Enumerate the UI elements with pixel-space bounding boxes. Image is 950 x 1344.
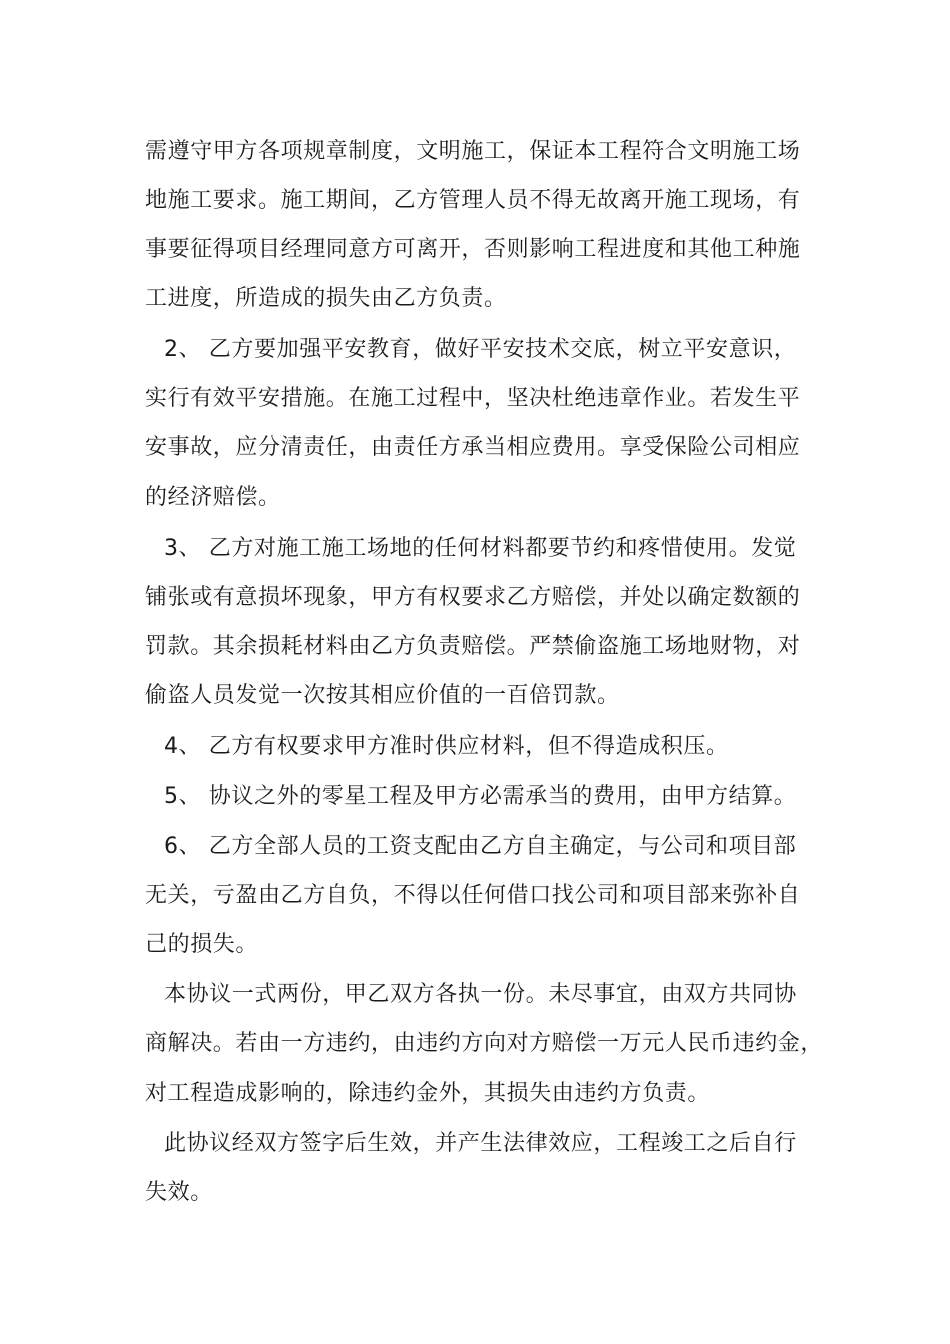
text-line-11: 罚款。其余损耗材料由乙方负责赔偿。严禁偷盗施工场地财物，对 <box>145 634 801 659</box>
text-line-12: 偷盗人员发觉一次按其相应价值的一百倍罚款。 <box>145 683 620 708</box>
text-line-8: 的经济赔偿。 <box>145 485 281 510</box>
text-line-6: 实行有效平安措施。在施工过程中，坚决杜绝违章作业。若发生平 <box>145 386 801 411</box>
text-line-13: 4、 乙方有权要求甲方准时供应材料，但不得造成积压。 <box>164 734 729 759</box>
text-line-21: 此协议经双方签字后生效，并产生法律效应，工程竣工之后自行 <box>164 1131 797 1156</box>
text-line-16: 无关，亏盈由乙方自负，不得以任何借口找公司和项目部来弥补自 <box>145 883 801 908</box>
text-line-3: 事要征得项目经理同意方可离开，否则影响工程进度和其他工种施 <box>145 237 801 262</box>
text-line-5: 2、 乙方要加强平安教育，做好平安技术交底，树立平安意识， <box>164 337 797 362</box>
text-line-2: 地施工要求。施工期间，乙方管理人员不得无故离开施工现场，有 <box>145 188 801 213</box>
text-line-17: 己的损失。 <box>145 932 259 957</box>
text-line-15: 6、 乙方全部人员的工资支配由乙方自主确定，与公司和项目部 <box>164 834 797 859</box>
text-line-14: 5、 协议之外的零星工程及甲方必需承当的费用，由甲方结算。 <box>164 784 797 809</box>
text-line-4: 工进度，所造成的损失由乙方负责。 <box>145 286 507 311</box>
text-line-18: 本协议一式两份，甲乙双方各执一份。未尽事宜，由双方共同协 <box>164 982 797 1007</box>
text-line-7: 安事故，应分清责任，由责任方承当相应费用。享受保险公司相应 <box>145 435 801 460</box>
text-line-22: 失效。 <box>145 1180 213 1205</box>
text-line-9: 3、 乙方对施工施工场地的任何材料都要节约和疼惜使用。发觉 <box>164 536 797 561</box>
text-line-20: 对工程造成影响的，除违约金外，其损失由违约方负责。 <box>145 1081 711 1106</box>
text-line-10: 铺张或有意损坏现象，甲方有权要求乙方赔偿，并处以确定数额的 <box>145 585 801 610</box>
text-line-19: 商解决。若由一方违约，由违约方向对方赔偿一万元人民币违约金， <box>145 1031 824 1056</box>
text-line-1: 需遵守甲方各项规章制度，文明施工，保证本工程符合文明施工场 <box>145 139 801 164</box>
